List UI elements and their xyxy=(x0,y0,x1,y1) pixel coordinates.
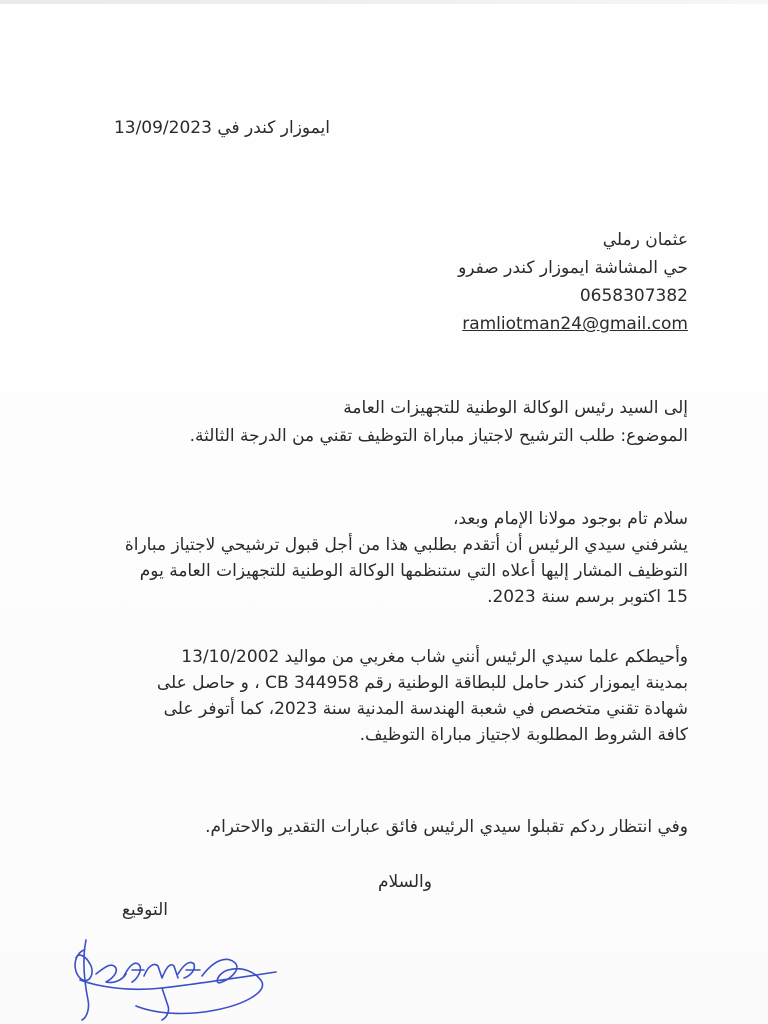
paragraph-line: وفي انتظار ردكم تقبلوا سيدي الرئيس فائق عبارات التقدير والاحترام. xyxy=(205,817,688,837)
subject-line: الموضوع: طلب الترشيح لاجتياز مباراة التوظيف تقني من الدرجة الثالثة. xyxy=(189,426,688,446)
handwritten-signature xyxy=(66,930,296,1024)
paragraph-closing xyxy=(98,814,688,840)
paragraph-line: شهادة تقني متخصص في شعبة الهندسة المدنية سنة 2023، كما أتوفر على xyxy=(163,699,688,719)
paragraph-details xyxy=(98,644,688,748)
recipient-line: إلى السيد رئيس الوكالة الوطنية للتجهيزات العامة xyxy=(343,398,688,418)
paragraph-line: يشرفني سيدي الرئيس أن أتقدم بطلبي هذا من أجل قبول ترشيحي لاجتياز مباراة xyxy=(124,535,688,555)
scan-edge xyxy=(0,0,768,4)
paragraph-line: سلام تام بوجود مولانا الإمام وبعد، xyxy=(452,509,688,529)
paragraph-line: بمدينة ايموزار كندر حامل للبطاقة الوطنية رقم CB 344958 ، و حاصل على xyxy=(156,673,688,693)
sender-email: ramliotman24@gmail.com xyxy=(462,314,688,334)
paragraph-line: التوظيف المشار إليها أعلاه التي ستنظمها الوكالة الوطنية للتجهيزات العامة يوم xyxy=(139,561,688,581)
sender-phone: 0658307382 xyxy=(579,286,688,306)
paragraph-greeting xyxy=(98,506,688,610)
sender-address: حي المشاشة ايموزار كندر صفرو xyxy=(458,258,688,278)
date-line: ايموزار كندر في 13/09/2023 xyxy=(113,118,330,138)
paragraph-line: كافة الشروط المطلوبة لاجتياز مباراة التوظيف. xyxy=(359,725,688,745)
paragraph-line: 15 اكتوبر برسم سنة 2023. xyxy=(487,587,688,607)
closing-salutation: والسلام xyxy=(378,872,432,892)
paragraph-line: وأحيطكم علما سيدي الرئيس أنني شاب مغربي من مواليد 13/10/2002 xyxy=(181,647,688,667)
signature-label: التوقيع xyxy=(121,900,168,920)
sender-name: عثمان رملي xyxy=(602,230,688,250)
